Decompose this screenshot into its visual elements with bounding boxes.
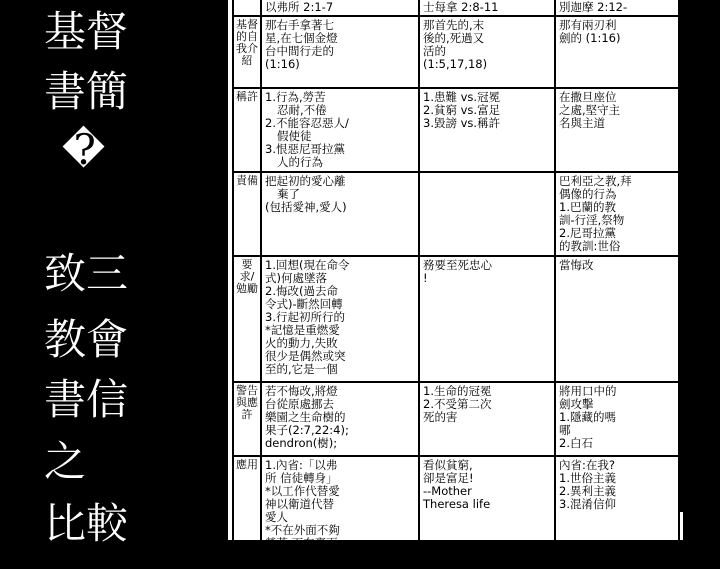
- cell-line: 樂園之生命樹的: [265, 410, 346, 424]
- cell-line: (包括愛神,愛人): [265, 200, 347, 214]
- row-label: 基督的自我介紹: [233, 16, 261, 88]
- right-border-strip: [680, 0, 720, 540]
- cell-line: 很少是偶然或突: [265, 349, 346, 363]
- cell-line: 2.不受第二次: [423, 397, 492, 411]
- table-cell: [261, 256, 419, 382]
- cell-line: 巴利亞之教,拜: [559, 174, 632, 188]
- table-cell: [555, 456, 679, 568]
- cell-line: 假使徒: [277, 129, 312, 143]
- cell-line: 人的行為: [277, 155, 323, 169]
- table-row: [233, 88, 679, 172]
- cell-line: 務要至死忠心: [423, 258, 492, 272]
- cell-line: 火的動力,失敗: [265, 336, 338, 350]
- cell-line: *記憶是重燃愛: [265, 323, 340, 337]
- title-char-5: 教會: [44, 315, 129, 364]
- cell-line: 忍耐,不倦: [277, 103, 327, 117]
- cell-line: 果子(2:7,22:4);: [265, 423, 349, 437]
- scanned-table-page: [228, 0, 680, 563]
- cell-line: 2.悔改(過去命: [265, 284, 338, 298]
- row-label: 應用: [233, 456, 261, 568]
- row-label: 警告與應許: [233, 382, 261, 456]
- cell-line: 將用口中的: [559, 384, 617, 398]
- cell-line: 3.行起初所行的: [265, 310, 345, 324]
- header-cell: 士每拿 2:8-11: [419, 0, 555, 16]
- cell-line: 當悔改: [559, 258, 594, 272]
- title-char-3: �: [62, 125, 106, 174]
- cell-line: 1.生命的冠冕: [423, 384, 492, 398]
- cell-line: 2.白石: [559, 436, 593, 450]
- row-label: 稱許: [233, 88, 261, 172]
- cell-line: 那首先的,末: [423, 18, 485, 32]
- header-cell: 以弗所 2:1-7: [261, 0, 419, 16]
- title-char-6: 書信: [44, 375, 129, 424]
- table-cell: [419, 256, 555, 382]
- cell-line: 那右手拿著七: [265, 18, 334, 32]
- table-cell: [555, 16, 679, 88]
- title-char-4: 致三: [44, 249, 129, 298]
- table-row: [233, 172, 679, 256]
- table-row: [233, 256, 679, 382]
- cell-line: 令式)-斷然回轉: [265, 297, 343, 311]
- table-cell: [419, 172, 555, 256]
- cell-line: 劍攻擊: [559, 397, 594, 411]
- cell-line: 台中間行走的: [265, 44, 334, 58]
- table-cell: [555, 382, 679, 456]
- cell-line: 偶像的行為: [559, 187, 617, 201]
- cell-line: 1.回想(現在命令: [265, 258, 350, 272]
- cell-line: (1:16): [265, 57, 300, 71]
- cell-line: 神以衛道代替: [265, 497, 334, 511]
- cell-line: 3.混淆信仰: [559, 497, 616, 511]
- cell-line: 後的,死過又: [423, 31, 485, 45]
- cell-line: 內省:在我?: [559, 458, 615, 472]
- cell-line: 1.世俗主義: [559, 471, 616, 485]
- table-cell: [261, 382, 419, 456]
- cell-line: Theresa life: [423, 497, 491, 511]
- header-cell: 別迦摩 2:12-: [555, 0, 679, 16]
- table-row: [233, 16, 679, 88]
- table-cell: [419, 88, 555, 172]
- cell-line: 把起初的愛心離: [265, 174, 346, 188]
- cell-line: 愛人: [265, 510, 288, 524]
- title-panel: [0, 0, 228, 548]
- table-row: [233, 382, 679, 456]
- cell-line: 3.恨惡尼哥拉黨: [265, 142, 345, 156]
- cell-line: (1:5,17,18): [423, 57, 488, 71]
- cell-line: 1.行為,勞苦: [265, 90, 326, 104]
- cell-line: 哪: [559, 423, 571, 437]
- cell-line: 2.異利主義: [559, 484, 616, 498]
- cell-line: dendron(樹);: [265, 436, 338, 450]
- table-cell: [261, 456, 419, 568]
- cell-line: 那有兩刃利: [559, 18, 617, 32]
- cell-line: 台從原處挪去: [265, 397, 334, 411]
- title-char-8: 比較: [44, 499, 129, 548]
- cell-line: 棄了: [277, 187, 300, 201]
- title-char-2: 書簡: [44, 67, 129, 116]
- cell-line: 活的: [423, 44, 446, 58]
- title-char-7: 之: [44, 437, 87, 486]
- cell-line: 若不悔改,將燈: [265, 384, 338, 398]
- table-cell: [419, 456, 555, 568]
- cell-line: 星,在七個金燈: [265, 31, 338, 45]
- cell-line: 在撒旦座位: [559, 90, 617, 104]
- cell-line: 1.內省:「以弗: [265, 458, 338, 472]
- row-label: 責備: [233, 172, 261, 256]
- cell-line: *以工作代替愛: [265, 484, 340, 498]
- table-cell: [261, 88, 419, 172]
- cell-line: 劍的 (1:16): [559, 31, 621, 45]
- table-cell: [555, 256, 679, 382]
- table-cell: [555, 172, 679, 256]
- title-char-1: 基督: [44, 7, 129, 56]
- edge-mark: [680, 512, 683, 540]
- cell-line: --Mother: [423, 484, 472, 498]
- cell-line: 死的害: [423, 410, 458, 424]
- comparison-table: [232, 0, 680, 569]
- cell-line: 1.隱藏的嗎: [559, 410, 616, 424]
- cell-line: 之處,堅守主: [559, 103, 621, 117]
- cell-line: *不在外面不夠: [265, 523, 340, 537]
- cell-line: 訓-行淫,祭物: [559, 213, 625, 227]
- table-cell: [419, 16, 555, 88]
- cell-line: 的教訓:世俗: [559, 239, 621, 253]
- row-label: 要求/勉勵: [233, 256, 261, 382]
- cell-line: 至的,它是一個: [265, 362, 338, 376]
- cell-line: 看似貧窮,: [423, 458, 473, 472]
- cell-line: 2.貧窮 vs.富足: [423, 103, 501, 117]
- table-cell: [419, 382, 555, 456]
- cell-line: !: [423, 271, 428, 285]
- cell-line: 卻是富足!: [423, 471, 474, 485]
- cell-line: 3.毀謗 vs.稱許: [423, 116, 501, 130]
- table-cell: [261, 16, 419, 88]
- cell-line: 1.患難 vs.冠冕: [423, 90, 501, 104]
- cell-line: 名與主道: [559, 116, 605, 130]
- cell-line: 2.不能容忍惡人/: [265, 116, 349, 130]
- cell-line: 式)何處墜落: [265, 271, 327, 285]
- table-row: [233, 456, 679, 568]
- cell-line: 所 信徒轉身」: [265, 471, 338, 485]
- cell-line: 勞苦,而在裏面: [265, 536, 338, 550]
- header-cell: [233, 0, 261, 16]
- table-header-row: [233, 0, 679, 16]
- cell-line: 1.巴蘭的教: [559, 200, 616, 214]
- table-cell: [261, 172, 419, 256]
- table-cell: [555, 88, 679, 172]
- cell-line: 不夠有愛.: [265, 549, 315, 563]
- cell-line: 2.尼哥拉黨: [559, 226, 616, 240]
